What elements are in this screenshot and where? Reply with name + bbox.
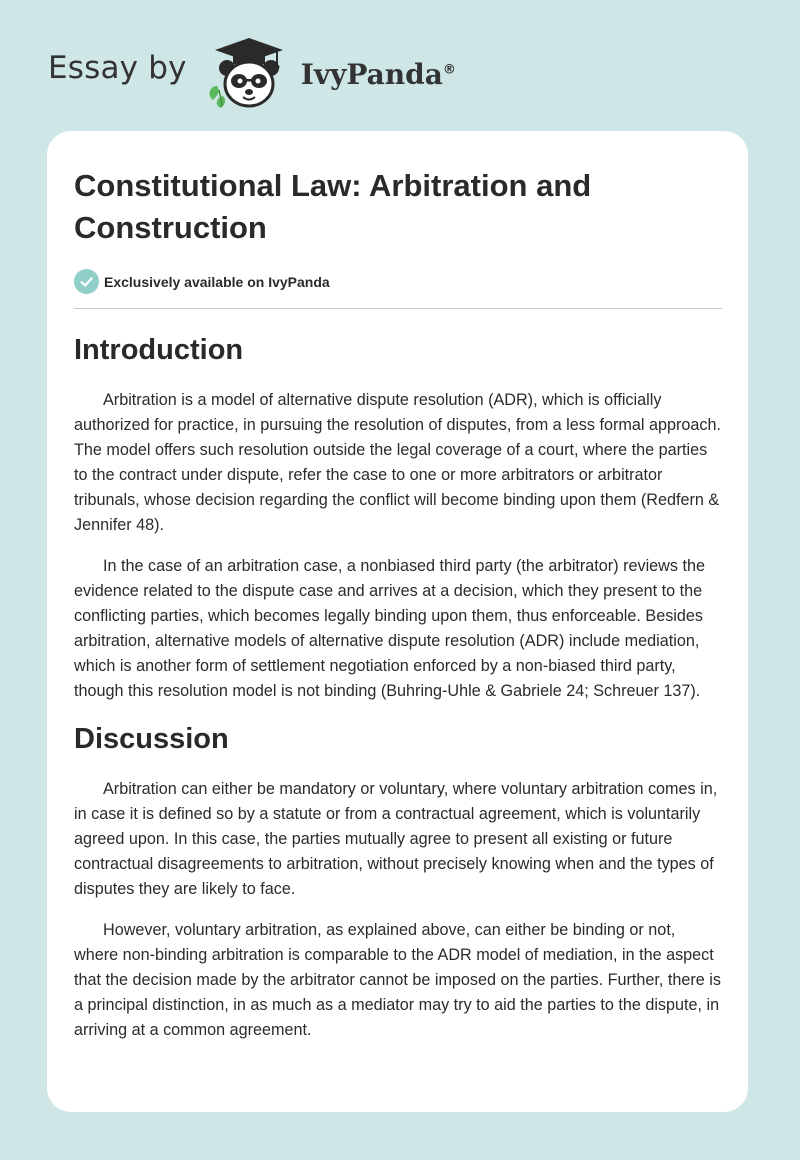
- exclusive-badge: [74, 269, 722, 294]
- brand-header: [48, 34, 456, 110]
- section-heading-introduction: Introduction: [74, 334, 244, 366]
- section-heading-discussion: Discussion: [74, 723, 229, 755]
- brand-prefix: Essay by: [48, 50, 187, 86]
- paragraph: However, voluntary arbitration, as explained above, can either be binding or not, where non-binding arbitration is comparable to the ADR model of mediation, in the aspect that the decision made by the arbitrator cannot be imposed on the parties. Further, there is a principal distinction, in as much as a mediator may try to aid the parties to the dispute, in arriving at a common agreement.: [74, 921, 721, 1039]
- divider: [74, 308, 722, 309]
- paragraph: Arbitration can either be mandatory or voluntary, where voluntary arbitration comes in, in case it is defined so by a statute or from a contractual agreement, which is voluntarily agreed upon. In this case, the parties mutually agree to present all existing or future contractual disagreements to arbitration, without precisely knowing when and the types of disputes they are likely to face.: [74, 780, 718, 898]
- paragraph: Arbitration is a model of alternative dispute resolution (ADR), which is officially authorized for practice, in pursuing the resolution of disputes, from a less formal approach. The model offers such resolution outside the legal coverage of a court, where the parties to the contract under dispute, refer the case to one or more arbitrators or arbitrator tribunals, whose decision regarding the conflict will become binding upon them (Redfern & Jennifer 48).: [74, 391, 721, 534]
- registered-mark: ®: [442, 62, 456, 78]
- paragraph: In the case of an arbitration case, a nonbiased third party (the arbitrator) reviews the evidence related to the dispute case and arrives at a decision, which they present to the conflicting parties, which becomes legally binding upon them, thus enforceable. Besides arbitration, alternative models of alternative dispute resolution (ADR) include mediation, which is another form of settlement negotiation enforced by a non-biased third party, though this resolution model is not binding (Buhring-Uhle & Gabriele 24; Schreuer 137).: [74, 557, 705, 700]
- checkmark-icon: [74, 269, 99, 294]
- essay-card: [47, 131, 748, 1112]
- badge-label: Exclusively available on IvyPanda: [104, 273, 330, 290]
- ivypanda-logo-icon: [203, 34, 295, 110]
- brand-name: IvyPanda®: [300, 57, 456, 91]
- page-title: Constitutional Law: Arbitration and Construction: [74, 168, 592, 245]
